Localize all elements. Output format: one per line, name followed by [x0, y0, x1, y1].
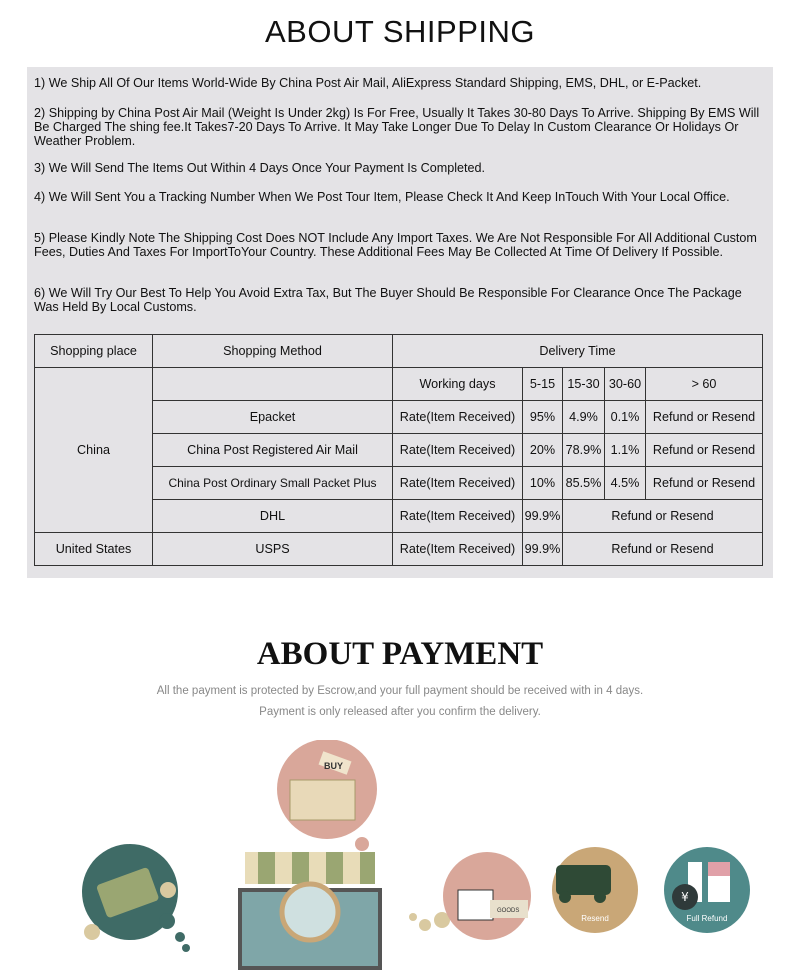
shipping-paragraph: 4) We Will Sent You a Tracking Number When We Post Tour Item, Please Check It And Keep InTouch With Your Local Office. [34, 190, 730, 204]
header-place: Shopping place [35, 335, 153, 368]
payment-description: Payment is only released after you confirm the delivery. [259, 706, 541, 718]
shipping-paragraph: 1) We Ship All Of Our Items World-Wide By China Post Air Mail, AliExpress Standard Shipping, EMS, DHL, or E-Packet. [34, 76, 702, 90]
sub-range: 30-60 [605, 368, 646, 401]
rate: Refund or Resend [646, 434, 763, 467]
shipping-paragraph: 6) We Will Try Our Best To Help You Avoid Extra Tax, But The Buyer Should Be Responsible For Clearance Once The Package Was Held By Local Customs. [34, 286, 742, 314]
buy-basket-icon [277, 740, 377, 839]
refund-label: Full Refund [686, 914, 728, 923]
rate-label: Rate(Item Received) [393, 401, 523, 434]
rate-label: Rate(Item Received) [393, 500, 523, 533]
method: Epacket [153, 401, 393, 434]
method: China Post Registered Air Mail [153, 434, 393, 467]
delivery-icon [443, 852, 531, 940]
shipping-paragraph: 3) We Will Send The Items Out Within 4 Days Once Your Payment Is Completed. [34, 161, 486, 175]
rate: Refund or Resend [563, 533, 763, 566]
rate: 95% [523, 401, 563, 434]
table-row [35, 533, 763, 566]
rate: 78.9% [563, 434, 605, 467]
rate: 4.9% [563, 401, 605, 434]
header-delivery: Delivery Time [393, 335, 763, 368]
rate-label: Rate(Item Received) [393, 533, 523, 566]
rate: 85.5% [563, 467, 605, 500]
place-us: United States [35, 533, 153, 566]
delivery-table [34, 334, 763, 566]
goods-label: GOODS [497, 908, 520, 914]
rate-label: Rate(Item Received) [393, 434, 523, 467]
rate: Refund or Resend [563, 500, 763, 533]
payment-title: ABOUT PAYMENT [256, 636, 544, 672]
rate: 99.9% [523, 500, 563, 533]
method: China Post Ordinary Small Packet Plus [153, 467, 393, 500]
rate-label: Rate(Item Received) [393, 467, 523, 500]
rate: 1.1% [605, 434, 646, 467]
method: USPS [153, 533, 393, 566]
sub-working-days: Working days [393, 368, 523, 401]
shipping-paragraph: 5) Please Kindly Note The Shipping Cost Does NOT Include Any Import Taxes. We Are Not Responsible For All Additional Custom Fees, Duties And Taxes For ImportToYour Country. These Additional Fees May Be Collected At Time Of Delivery If Possible. [34, 231, 757, 259]
rate: Refund or Resend [646, 467, 763, 500]
place-china: China [35, 368, 153, 533]
buy-label: BUY [324, 761, 344, 771]
full-refund-icon [664, 847, 750, 933]
method: DHL [153, 500, 393, 533]
rate: 0.1% [605, 401, 646, 434]
rate: 20% [523, 434, 563, 467]
shipping-title: ABOUT SHIPPING [265, 14, 535, 49]
sub-range: 5-15 [523, 368, 563, 401]
shop-search-icon [240, 852, 380, 968]
payment-process-illustration [0, 740, 800, 976]
sub-range: > 60 [646, 368, 763, 401]
rate: 10% [523, 467, 563, 500]
shipping-paragraph: 2) Shipping by China Post Air Mail (Weight Is Under 2kg) Is For Free, Usually It Takes 30-80 Days To Arrive. Shipping By EMS Will Be Charged The shing fee.It Takes7-20 Days To Arrive. It May Take Longer Due To Delay In Custom Clearance Or Holidays Or Weather Problem. [34, 106, 760, 148]
svg-text:¥: ¥ [681, 890, 689, 904]
resend-truck-icon [552, 847, 638, 933]
rate: Refund or Resend [646, 401, 763, 434]
resend-label: Resend [581, 914, 609, 923]
payment-description: All the payment is protected by Escrow,and your full payment should be received with in 4 days. [156, 685, 644, 697]
rate: 99.9% [523, 533, 563, 566]
sub-range: 15-30 [563, 368, 605, 401]
rate: 4.5% [605, 467, 646, 500]
header-method: Shopping Method [153, 335, 393, 368]
